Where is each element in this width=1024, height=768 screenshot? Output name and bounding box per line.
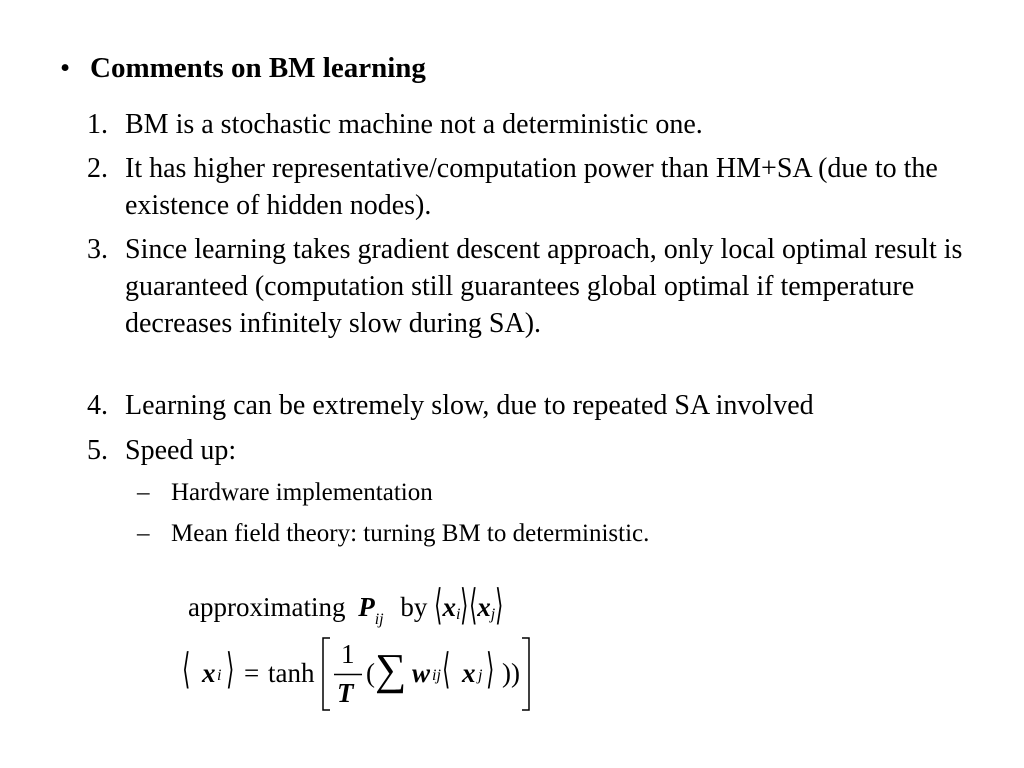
left-bracket-icon xyxy=(320,636,332,712)
item-text: Speed up: xyxy=(125,435,237,466)
list-item-4 xyxy=(87,387,987,424)
eq2-w-sub: ij xyxy=(432,667,441,684)
list-item-3 xyxy=(87,231,987,342)
eq1-P-sub: ij xyxy=(374,610,384,628)
equation-mean-field xyxy=(180,636,540,712)
left-angle-icon: ⟨ xyxy=(468,583,478,629)
sub-item-text: Hardware implementation xyxy=(171,479,433,506)
eq2-equals: = xyxy=(244,658,260,688)
eq2-w: w xyxy=(412,658,431,688)
eq1-P: P xyxy=(358,591,375,622)
dash: – xyxy=(137,520,150,547)
item-text: Since learning takes gradient descent approach, only local optimal result is guaranteed (computation still guarantees global optimal if temperature decreases infinitely slow during SA). xyxy=(125,234,963,339)
right-angle-icon: ⟩ xyxy=(460,583,469,629)
eq2-numerator: 1 xyxy=(341,639,355,669)
eq2-x: x xyxy=(202,658,216,688)
right-bracket-icon xyxy=(520,636,532,712)
list-item-5 xyxy=(87,432,987,469)
eq2-rparen: )) xyxy=(502,658,520,688)
fraction-bar xyxy=(334,673,362,676)
item-text: It has higher representative/computation power than HM+SA (due to the existence of hidden nodes). xyxy=(125,153,938,221)
eq2-T: T xyxy=(337,678,354,708)
right-angle-icon: ⟩ xyxy=(486,647,495,693)
sub-item-text: Mean field theory: turning BM to deterministic. xyxy=(171,520,650,547)
sub-item-2 xyxy=(137,519,937,549)
item-number: 1. xyxy=(87,109,108,140)
item-number: 3. xyxy=(87,234,108,265)
eq1-x2-sub: j xyxy=(490,606,496,623)
eq2-sum: ∑ xyxy=(375,645,407,694)
sub-item-1 xyxy=(137,478,937,508)
list-item-1 xyxy=(87,106,987,143)
eq2-x2-sub: j xyxy=(478,667,483,684)
eq1-by: by xyxy=(400,591,428,622)
left-angle-icon: ⟨ xyxy=(182,647,191,693)
eq1-x2: x xyxy=(477,591,491,622)
eq1-x1: x xyxy=(442,591,456,622)
bullet: • xyxy=(60,52,71,84)
item-number: 4. xyxy=(87,390,108,421)
dash: – xyxy=(137,479,150,506)
item-text: Learning can be extremely slow, due to repeated SA involved xyxy=(125,390,814,421)
eq2-x2: x xyxy=(462,658,476,688)
eq1-x1-sub: i xyxy=(456,606,461,623)
heading xyxy=(60,52,426,85)
list-item-2 xyxy=(87,150,987,224)
left-angle-icon: ⟨ xyxy=(434,583,443,629)
right-angle-icon: ⟩ xyxy=(495,583,504,629)
eq2-lparen: ( xyxy=(366,658,375,688)
eq2-x-sub: i xyxy=(217,667,222,684)
heading-text: Comments on BM learning xyxy=(90,52,426,84)
item-number: 2. xyxy=(87,153,108,184)
eq2-tanh: tanh xyxy=(268,658,315,688)
item-number: 5. xyxy=(87,435,108,466)
left-angle-icon: ⟨ xyxy=(442,647,451,693)
equation-approximation xyxy=(188,582,504,630)
item-text: BM is a stochastic machine not a deterministic one. xyxy=(125,109,703,140)
eq1-lead: approximating xyxy=(188,591,346,622)
right-angle-icon: ⟩ xyxy=(226,647,235,693)
